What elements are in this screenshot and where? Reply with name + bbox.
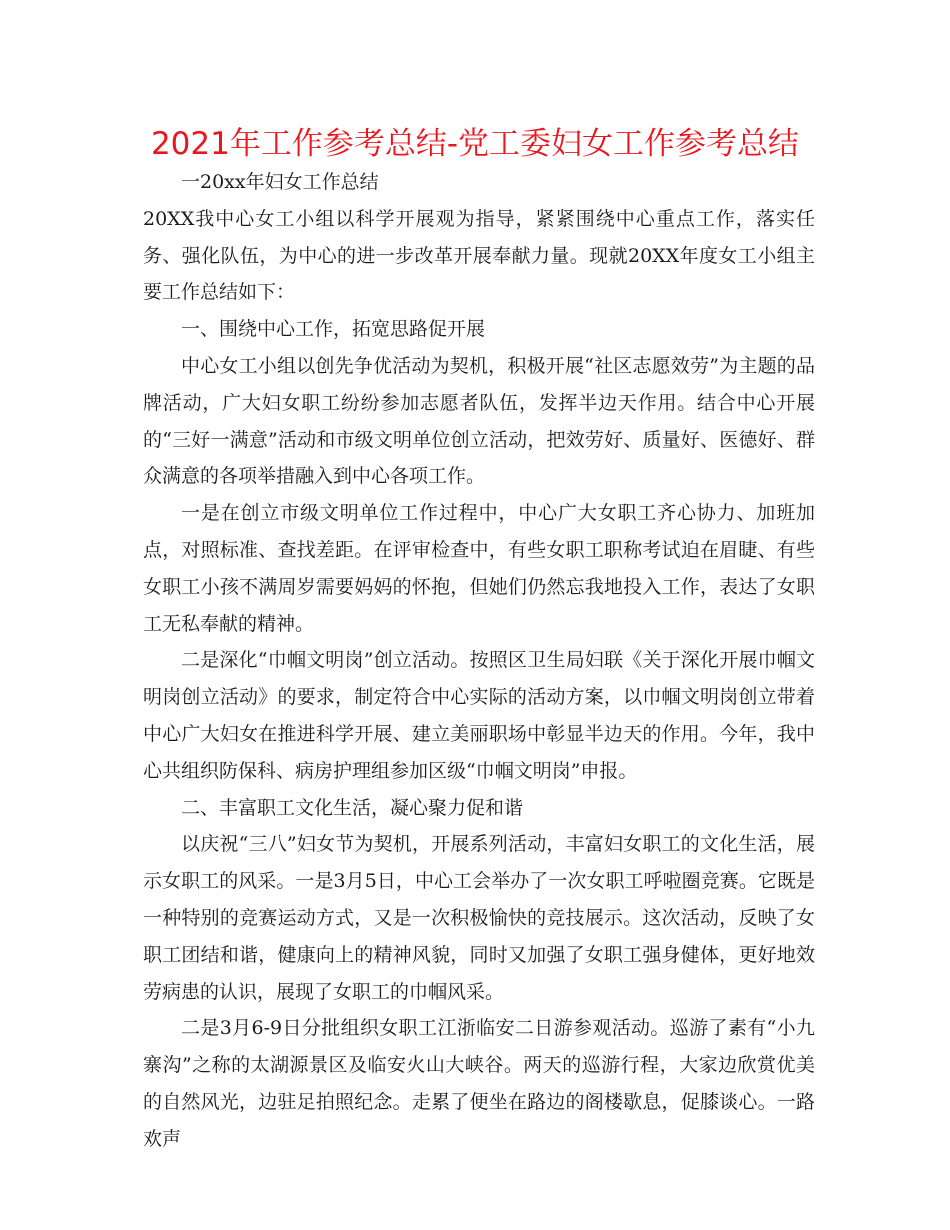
paragraph: 二是深化“巾帼文明岗”创立活动。按照区卫生局妇联《关于深化开展巾帼文明岗创立活动》的要求，制定符合中心实际的活动方案，以巾帼文明岗创立带着中心广大妇女在推进科学开展、建立美丽职场中彰显半边天的作用。今年，我中心共组织防保科、病房护理组参加区级“巾帼文明岗”申报。 <box>143 649 815 782</box>
paragraph-intro: 20XX我中心女工小组以科学开展观为指导，紧紧围绕中心重点工作，落实任务、强化队伍，为中心的进一步改革开展奉献力量。现就20XX年度女工小组主要工作总结如下： <box>143 207 815 304</box>
paragraph: 中心女工小组以创先争优活动为契机，积极开展“社区志愿效劳”为主题的品牌活动，广大妇女职工纷纷参加志愿者队伍，发挥半边天作用。结合中心开展的“三好一满意”活动和市级文明单位创立活动，把效劳好、质量好、医德好、群众满意的各项举措融入到中心各项工作。 <box>143 354 815 488</box>
paragraph: 二是3月6-9日分批组织女职工江浙临安二日游参观活动。巡游了素有“小九寨沟”之称的太湖源景区及临安火山大峡谷。两天的巡游行程，大家边欣赏优美的自然风光，边驻足拍照纪念。走累了便坐在路边的阁楼歇息，促膝谈心。一路欢声 <box>143 1017 815 1150</box>
paragraph: 一是在创立市级文明单位工作过程中，中心广大女职工齐心协力、加班加点，对照标准、查找差距。在评审检查中，有些女职工职称考试迫在眉睫、有些女职工小孩不满周岁需要妈妈的怀抱，但她们仍然忘我地投入工作，表达了女职工无私奉献的精神。 <box>143 502 815 635</box>
section-heading-2: 二、丰富职工文化生活，凝心聚力促和谐 <box>181 796 524 819</box>
document-title: 2021年工作参考总结-党工委妇女工作参考总结 <box>150 126 800 162</box>
paragraph-subtitle: 一20xx年妇女工作总结 <box>181 171 379 193</box>
section-heading-1: 一、围绕中心工作，拓宽思路促开展 <box>181 318 486 341</box>
document-body <box>143 164 815 1158</box>
paragraph: 以庆祝“三八”妇女节为契机，开展系列活动，丰富妇女职工的文化生活，展示女职工的风采。一是3月5日，中心工会举办了一次女职工呼啦圈竞赛。它既是一种特别的竞赛运动方式，又是一次积极愉快的竞技展示。这次活动，反映了女职工团结和谐，健康向上的精神风貌，同时又加强了女职工强身健体，更好地效劳病患的认识，展现了女职工的巾帼风采。 <box>143 833 815 1003</box>
